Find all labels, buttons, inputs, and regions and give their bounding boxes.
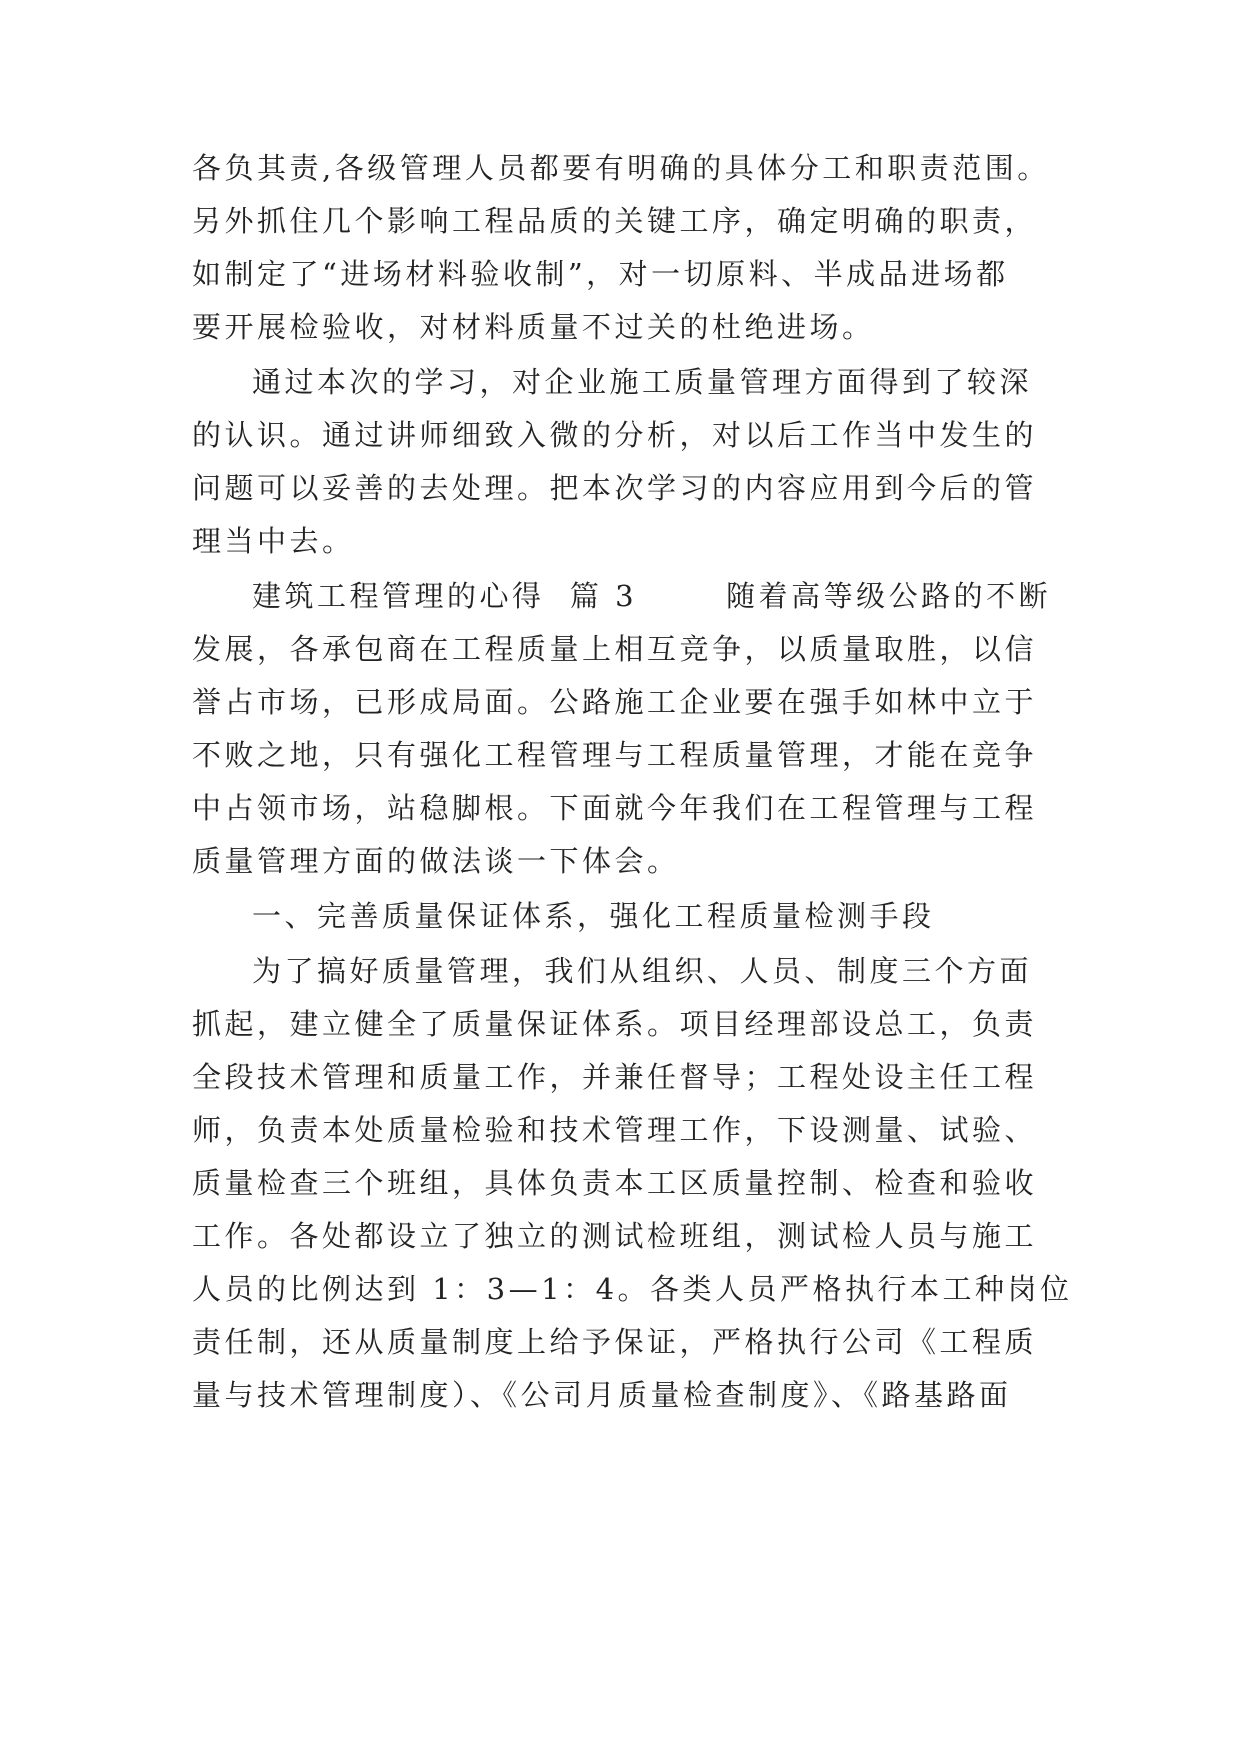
section-heading-line: 建筑工程管理的心得 篇 3 随着高等级公路的不断 [252,579,1052,613]
text-line: 人员的比例达到 1：3—1：4。各类人员严格执行本工种岗位 [192,1272,1073,1306]
text-line: 量与技术管理制度）、《公司月质量检查制度》、《路基路面 [192,1378,1012,1412]
text-line: 不败之地，只有强化工程管理与工程质量管理，才能在竞争 [192,738,1038,772]
text-line: 理当中去。 [192,524,355,558]
text-line: 如制定了“进场材料验收制”，对一切原料、半成品进场都 [192,257,1009,291]
subheading-line: 一、完善质量保证体系，强化工程质量检测手段 [252,899,935,933]
text-line: 问题可以妥善的去处理。把本次学习的内容应用到今后的管 [192,471,1038,505]
text-line: 中占领市场，站稳脚根。下面就今年我们在工程管理与工程 [192,791,1038,825]
text-line: 质量管理方面的做法谈一下体会。 [192,844,680,878]
text-line: 发展，各承包商在工程质量上相互竞争，以质量取胜，以信 [192,632,1038,666]
text-line: 的认识。通过讲师细致入微的分析，对以后工作当中发生的 [192,418,1038,452]
text-line: 工作。各处都设立了独立的测试检班组，测试检人员与施工 [192,1219,1038,1253]
paragraph-first-line: 通过本次的学习，对企业施工质量管理方面得到了较深 [252,365,1033,399]
text-line: 质量检查三个班组，具体负责本工区质量控制、检查和验收 [192,1166,1038,1200]
text-line: 全段技术管理和质量工作，并兼任督导；工程处设主任工程 [192,1060,1038,1094]
text-line: 各负其责,各级管理人员都要有明确的具体分工和职责范围。 [192,151,1050,185]
text-line: 另外抓住几个影响工程品质的关键工序，确定明确的职责， [192,204,1038,238]
text-line: 抓起，建立健全了质量保证体系。项目经理部设总工，负责 [192,1007,1038,1041]
text-line: 要开展检验收，对材料质量不过关的杜绝进场。 [192,310,875,344]
text-line: 责任制，还从质量制度上给予保证，严格执行公司《工程质 [192,1325,1038,1359]
text-line: 誉占市场，已形成局面。公路施工企业要在强手如林中立于 [192,685,1038,719]
text-line: 师，负责本处质量检验和技术管理工作，下设测量、试验、 [192,1113,1038,1147]
paragraph-first-line: 为了搞好质量管理，我们从组织、人员、制度三个方面 [252,954,1033,988]
